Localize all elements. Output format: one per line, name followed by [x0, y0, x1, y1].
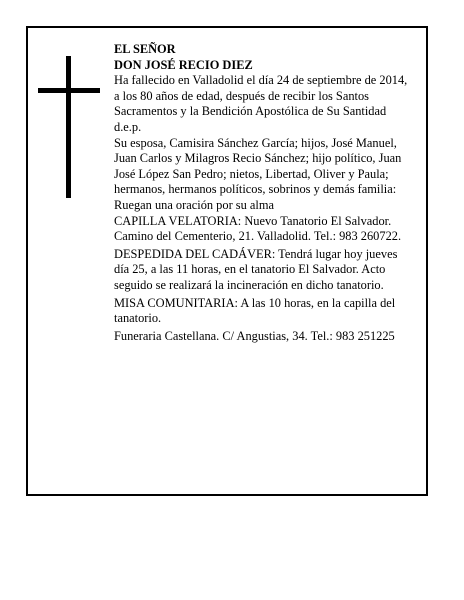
obituary-text: [114, 42, 412, 344]
rip-text: d.e.p.: [114, 119, 142, 134]
notice-title: EL SEÑOR: [114, 42, 176, 56]
family-list: Su esposa, Camisira Sánchez García; hijos, José Manuel, Juan Carlos y Milagros Recio Sánchez; hijo político, Juan José López San Pedro; nietos, Libertad, Oliver y Paula; hermanos, hermanos políticos, sobrinos y demás familia:: [114, 135, 402, 197]
cross-icon: [38, 56, 100, 198]
farewell-info: DESPEDIDA DEL CADÁVER: Tendrá lugar hoy jueves día 25, a las 11 horas, en el tanatorio El Salvador. Acto seguido se realizará la incineración en dicho tanatorio.: [114, 246, 398, 292]
deceased-name: DON JOSÉ RECIO DIEZ: [114, 57, 253, 72]
funeral-home-info: Funeraria Castellana. C/ Angustias, 34. Tel.: 983 251225: [114, 328, 395, 343]
cross-horizontal-bar: [38, 88, 100, 93]
mass-info: MISA COMUNITARIA: A las 10 horas, en la capilla del tanatorio.: [114, 295, 396, 326]
prayer-request: Ruegan una oración por su alma: [114, 197, 274, 212]
obituary-notice: [26, 26, 428, 496]
cross-vertical-bar: [66, 56, 71, 198]
chapel-info: CAPILLA VELATORIA: Nuevo Tanatorio El Salvador. Camino del Cementerio, 21. Valladolid. Tel.: 983 260722.: [114, 213, 402, 244]
death-announcement: Ha fallecido en Valladolid el día 24 de septiembre de 2014, a los 80 años de edad, después de recibir los Santos Sacramentos y la Bendición Apostólica de Su Santidad: [114, 73, 408, 119]
